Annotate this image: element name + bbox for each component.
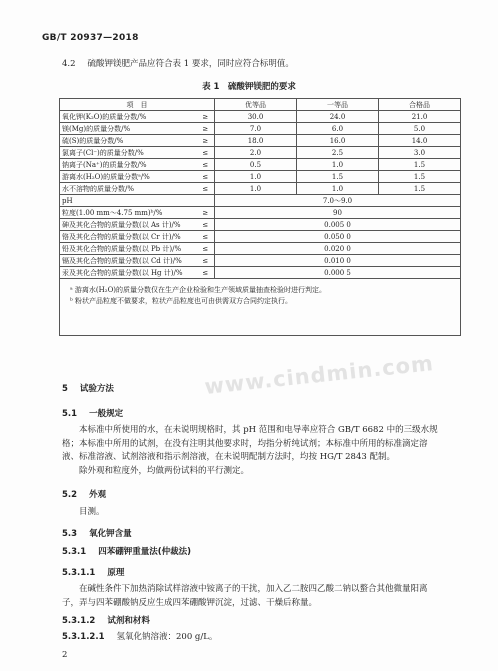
table-row xyxy=(60,231,461,243)
row-value-first: 1.0 xyxy=(297,159,379,171)
section-5-2-text: 目测。 xyxy=(79,507,105,517)
row-value-superior: 2.0 xyxy=(215,147,297,159)
section-5-1-paragraph-2: 除外观和粒度外，均做两份试料的平行测定。 xyxy=(79,466,250,476)
row-item: 铅及其化合物的质量分数(以 Pb 计)/% xyxy=(60,243,197,255)
row-value-qualified: 14.0 xyxy=(379,135,461,147)
standard-code-header: GB/T 20937—2018 xyxy=(42,33,139,43)
row-item: 铬及其化合物的质量分数(以 Cr 计)/% xyxy=(60,231,197,243)
table-row xyxy=(60,171,461,183)
section-number: 5.3 xyxy=(62,529,78,539)
row-item: 汞及其化合物的质量分数(以 Hg 计)/% xyxy=(60,267,197,279)
row-value-first: 1.5 xyxy=(297,171,379,183)
row-value-first: 24.0 xyxy=(297,111,379,123)
table-note-a: ᵃ 游离水(H₂O)的质量分数仅在生产企业检验和生产领域质量抽查检验时进行判定。 xyxy=(70,286,327,294)
row-value-superior: 1.0 xyxy=(215,183,297,195)
row-value-superior: 7.0 xyxy=(215,123,297,135)
section-number: 5.1 xyxy=(62,409,78,419)
row-operator: ≥ xyxy=(197,135,215,147)
row-value-first: 6.0 xyxy=(297,123,379,135)
section-5-heading xyxy=(62,382,114,394)
row-operator: ≤ xyxy=(197,159,215,171)
row-value-first: 16.0 xyxy=(297,135,379,147)
watermark: www.cindmin.com xyxy=(203,351,435,399)
row-operator: ≥ xyxy=(197,207,215,219)
section-title: 外观 xyxy=(89,490,107,500)
section-title: 四苯硼钾重量法(仲裁法) xyxy=(98,547,191,557)
table-row xyxy=(60,123,461,135)
requirements-table xyxy=(59,98,461,336)
row-operator: ≥ xyxy=(197,123,215,135)
row-operator: ≤ xyxy=(197,219,215,231)
row-operator: ≥ xyxy=(197,111,215,123)
row-value-qualified: 3.0 xyxy=(379,147,461,159)
row-item: pH xyxy=(60,195,197,207)
table-row xyxy=(60,147,461,159)
row-value-qualified: 1.5 xyxy=(379,171,461,183)
row-value-superior: 30.0 xyxy=(215,111,297,123)
row-value-all-grades: 0.020 0 xyxy=(215,243,461,255)
table-header-row xyxy=(60,99,461,111)
table-row xyxy=(60,159,461,171)
row-operator xyxy=(197,195,215,207)
row-operator: ≤ xyxy=(197,147,215,159)
section-number: 5 xyxy=(62,384,68,394)
row-value-qualified: 1.5 xyxy=(379,183,461,195)
row-item: 砷及其化合物的质量分数(以 As 计)/% xyxy=(60,219,197,231)
row-item: 镉及其化合物的质量分数(以 Cd 计)/% xyxy=(60,255,197,267)
row-value-superior: 18.0 xyxy=(215,135,297,147)
row-operator: ≤ xyxy=(197,171,215,183)
row-value-qualified: 1.5 xyxy=(379,159,461,171)
table-row xyxy=(60,243,461,255)
row-operator: ≤ xyxy=(197,267,215,279)
row-item: 游离水(H₂O)的质量分数ᵃ/% xyxy=(60,171,197,183)
page-number: 2 xyxy=(62,650,68,660)
row-value-superior: 1.0 xyxy=(215,171,297,183)
section-5-3-1-1-heading xyxy=(62,566,124,578)
row-item: 粒度(1.00 mm～4.75 mm)ᵇ/% xyxy=(60,207,197,219)
row-value-qualified: 5.0 xyxy=(379,123,461,135)
row-value-all-grades: 0.005 0 xyxy=(215,219,461,231)
section-title: 一般规定 xyxy=(89,409,124,419)
header-qualified: 合格品 xyxy=(379,99,461,111)
row-item: 氧化钾(K₂O)的质量分数/% xyxy=(60,111,197,123)
row-item: 氯离子(Cl⁻)的质量分数/% xyxy=(60,147,197,159)
section-5-3-heading xyxy=(62,527,132,539)
table-notes-row xyxy=(60,279,461,336)
row-operator: ≤ xyxy=(197,231,215,243)
row-item: 钠离子(Na⁺)的质量分数/% xyxy=(60,159,197,171)
header-item: 项 目 xyxy=(60,99,215,111)
table-row xyxy=(60,267,461,279)
section-5-3-1-heading xyxy=(62,545,191,557)
table-row xyxy=(60,219,461,231)
row-operator: ≤ xyxy=(197,183,215,195)
table-notes xyxy=(60,279,461,336)
section-number: 5.2 xyxy=(62,490,78,500)
section-number: 5.3.1.2.1 xyxy=(62,632,105,642)
row-value-all-grades: 0.050 0 xyxy=(215,231,461,243)
row-item: 镁(Mg)的质量分数/% xyxy=(60,123,197,135)
section-title: 试剂和材料 xyxy=(107,616,150,626)
table-caption: 表 1 硫酸钾镁肥的要求 xyxy=(202,82,296,92)
section-number: 5.3.1.2 xyxy=(62,616,96,626)
section-title: 氧化钾含量 xyxy=(89,529,132,539)
row-item: 水不溶物的质量分数/% xyxy=(60,183,197,195)
row-value-all-grades: 7.0～9.0 xyxy=(215,195,461,207)
section-5-2-heading xyxy=(62,488,106,500)
table-row xyxy=(60,111,461,123)
section-number: 5.3.1 xyxy=(62,547,87,557)
section-5-3-1-2-heading xyxy=(62,614,150,626)
section-5-3-1-2-1 xyxy=(62,631,217,644)
table-row xyxy=(60,135,461,147)
section-title: 原理 xyxy=(107,568,125,578)
section-text: 氢氧化钠溶液：200 g/L。 xyxy=(116,632,218,642)
clause-number: 4.2 xyxy=(62,59,76,69)
row-operator: ≤ xyxy=(197,255,215,267)
header-superior: 优等品 xyxy=(215,99,297,111)
row-item: 硫(S)的质量分数/% xyxy=(60,135,197,147)
row-value-first: 2.5 xyxy=(297,147,379,159)
section-number: 5.3.1.1 xyxy=(62,568,96,578)
row-value-all-grades: 0.010 0 xyxy=(215,255,461,267)
row-value-first: 1.0 xyxy=(297,183,379,195)
row-value-all-grades: 90 xyxy=(215,207,461,219)
row-value-superior: 0.5 xyxy=(215,159,297,171)
table-row xyxy=(60,195,461,207)
table-row xyxy=(60,207,461,219)
clause-4-2 xyxy=(62,58,294,71)
header-first-grade: 一等品 xyxy=(297,99,379,111)
clause-text: 硫酸钾镁肥产品应符合表 1 要求，同时应符合标明值。 xyxy=(87,59,294,69)
table-row xyxy=(60,255,461,267)
row-value-all-grades: 0.000 5 xyxy=(215,267,461,279)
section-5-3-1-1-paragraph: 在碱性条件下加热消除试样溶液中铵离子的干扰，加入乙二胺四乙酸二钠以螯合其他微量阳离子，弄与四苯硼酸钠反应生成四苯硼酸钾沉淀，过滤、干燥后称量。 xyxy=(62,584,428,608)
table-note-b: ᵇ 粉状产品粒度不做要求，粒状产品粒度也可由供需双方合同约定执行。 xyxy=(70,297,293,305)
section-5-1-paragraph-1: 本标准中所使用的水，在未说明规格时，其 pH 范围和电导率应符合 GB/T 6682 中的三级水规格；本标准中所用的试剂，在没有注明其他要求时，均指分析纯试剂；本标准中所用的标准滴定溶液、标准溶液、试剂溶液和指示剂溶液，在未说明配制方法时，均按 HG/T 2843 配制。 xyxy=(62,425,438,462)
row-value-qualified: 21.0 xyxy=(379,111,461,123)
section-title: 试验方法 xyxy=(79,384,114,394)
row-operator: ≤ xyxy=(197,243,215,255)
table-row xyxy=(60,183,461,195)
section-5-1-heading xyxy=(62,407,123,419)
